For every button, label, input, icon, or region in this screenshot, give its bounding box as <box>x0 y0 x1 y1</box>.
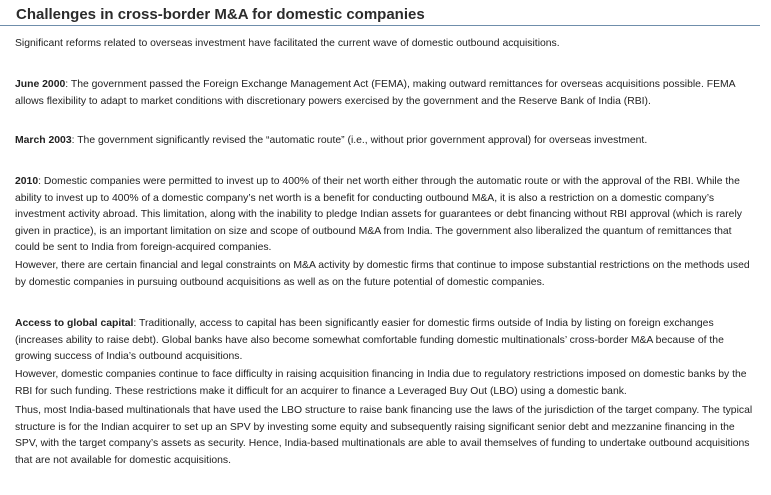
paragraph-text: : The government significantly revised the “automatic route” (i.e., without prior government approval) for overseas investment. <box>71 135 648 146</box>
paragraph-lead: June 2000 <box>15 79 66 90</box>
paragraph-text: : The government passed the Foreign Exchange Management Act (FEMA), making outward remittances for overseas acquisitions possible. FEMA allows flexibility to adapt to market conditions with discretionary powers exercised by the government and the Reserve Bank of India (RBI). <box>15 79 736 107</box>
paragraph-june-2000 <box>15 77 753 110</box>
title-bar <box>0 0 760 26</box>
paragraph-financing-difficulty <box>15 367 753 400</box>
paragraph-text: Significant reforms related to overseas investment have facilitated the current wave of domestic outbound acquisitions. <box>15 38 560 49</box>
paragraph-lbo-structure <box>15 403 753 469</box>
paragraph-text: However, there are certain financial and legal constraints on M&A activity by domestic firms that continue to impose substantial restrictions on the methods used by domestic companies in pursuing outbound acquisitions as well as on the future potential of domestic companies. <box>15 260 750 288</box>
paragraph-text: : Traditionally, access to capital has been significantly easier for domestic firms outside of India by listing on foreign exchanges (increases ability to raise debt). Global banks have also become somewhat comfortable funding domestic multinationals’ cross-border M&A because of the growing success of India’s outbound acquisitions. <box>15 318 724 362</box>
paragraph-text: : Domestic companies were permitted to invest up to 400% of their net worth either through the automatic route or with the approval of the RBI. While the ability to invest up to 400% of a domestic company’s net worth is a benefit for conducting outbound M&A, it is also a restriction on a domestic company’s investment activity abroad. This limitation, along with the inability to pledge Indian assets for guarantees or debt financing without RBI approval (which is rarely given in practice), is an important limitation on size and scope of outbound M&A from India. The government also liberalized the quantum of remittances that could be sent to India from foreign-acquired companies. <box>15 176 742 253</box>
paragraph-2010 <box>15 174 753 257</box>
paragraph-text: Thus, most India-based multinationals that have used the LBO structure to raise bank financing use the laws of the jurisdiction of the target company. The typical structure is for the Indian acquirer to set up an SPV by investing some equity and subsequently raising significant senior debt and mezzanine financing in the SPV, with the target company’s assets as security. Hence, India-based multinationals are able to avail themselves of funding to undertake outbound acquisitions that are not available for domestic acquisitions. <box>15 405 753 466</box>
paragraph-lead: Access to global capital <box>15 318 134 329</box>
paragraph-lead: 2010 <box>15 176 39 187</box>
paragraph-lead: March 2003 <box>15 135 72 146</box>
paragraph-march-2003 <box>15 133 753 150</box>
paragraph-text: However, domestic companies continue to face difficulty in raising acquisition financing in India due to regulatory restrictions imposed on domestic banks by the RBI for such funding. These restrictions make it difficult for an acquirer to finance a Leveraged Buy Out (LBO) using a domestic bank. <box>15 369 747 397</box>
paragraph-constraints <box>15 258 753 291</box>
paragraph-global-capital <box>15 316 753 366</box>
page-title: Challenges in cross-border M&A for domestic companies <box>16 6 425 23</box>
paragraph-intro <box>15 36 753 53</box>
